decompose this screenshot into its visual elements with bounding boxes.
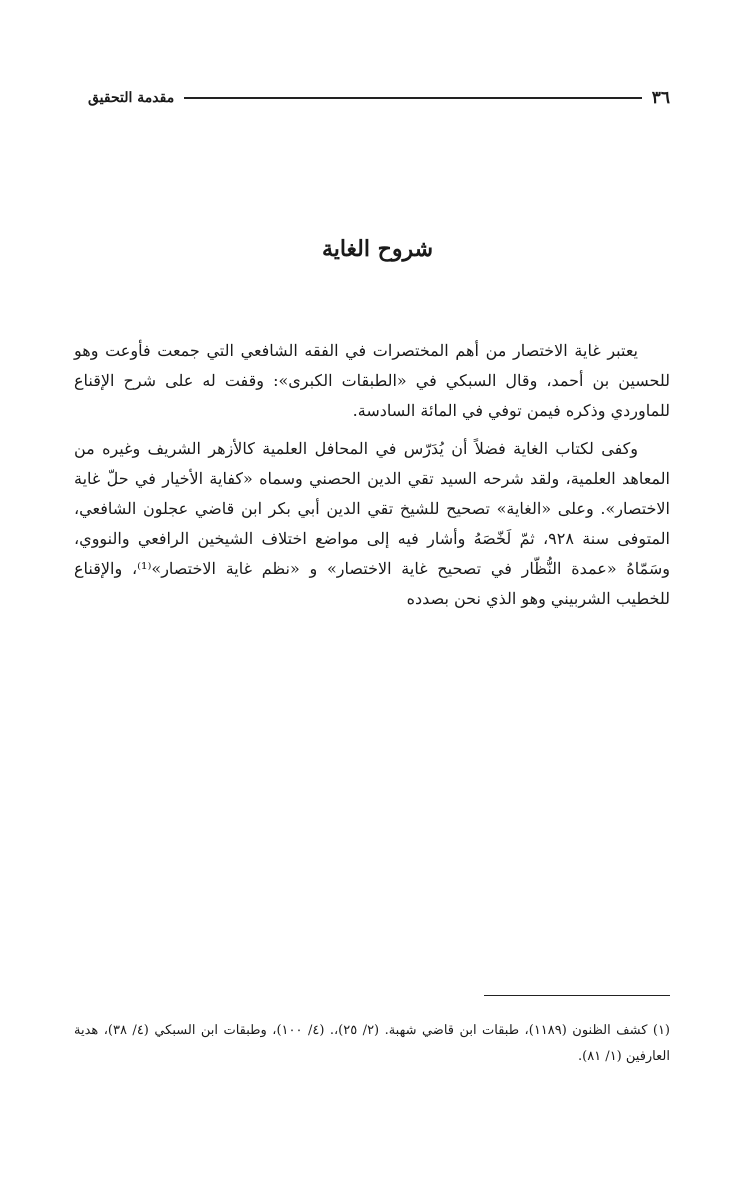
footnote-separator [484,995,670,996]
body-text [74,336,670,614]
paragraph: يعتبر غاية الاختصار من أهم المختصرات في الفقه الشافعي التي جمعت فأوعت وهو للحسين بن أحمد، وقال السبكي في «الطبقات الكبرى»: وقفت له على شرح الإقناع للماوردي وذكره فيمن توفي في المائة السادسة. [74,341,670,420]
section-title: شروح الغاية [321,236,434,262]
footnotes [74,1018,670,1070]
paragraph: وكفى لكتاب الغاية فضلاً أن يُدَرّس في المحافل العلمية كالأزهر الشريف وغيره من المعاهد العلمية، ولقد شرحه السيد تقي الدين الحصني وسماه «كفاية الأخيار في حلّ غاية الاختصار». وعلى «الغاية» تصحيح للشيخ تقي الدين أبي بكر ابن قاضي عجلون الشافعي، المتوفى سنة ٩٢٨، ثمّ لَخّصَهُ وأشار فيه إلى مواضع اختلاف الشيخين الرافعي والنووي، وسَمّاهُ «عمدة النُّظّار في تصحيح غاية الاختصار» و «نظم غاية الاختصار»⁽¹⁾، والإقناع للخطيب الشربيني وهو الذي نحن بصدده [74,439,670,608]
page-number: ٣٦ [651,88,670,108]
header-rule [184,97,642,99]
running-title: مقدمة التحقيق [88,90,175,106]
footnote: (١) كشف الظنون (١١٨٩)، طبقات ابن قاضي شهبة. (٢/ ٢٥)،. (٤/ ١٠٠)، وطبقات ابن السبكي (٤/ ٣٨)، هدية العارفين (١/ ٨١). [74,1023,670,1064]
page-header [88,86,670,110]
